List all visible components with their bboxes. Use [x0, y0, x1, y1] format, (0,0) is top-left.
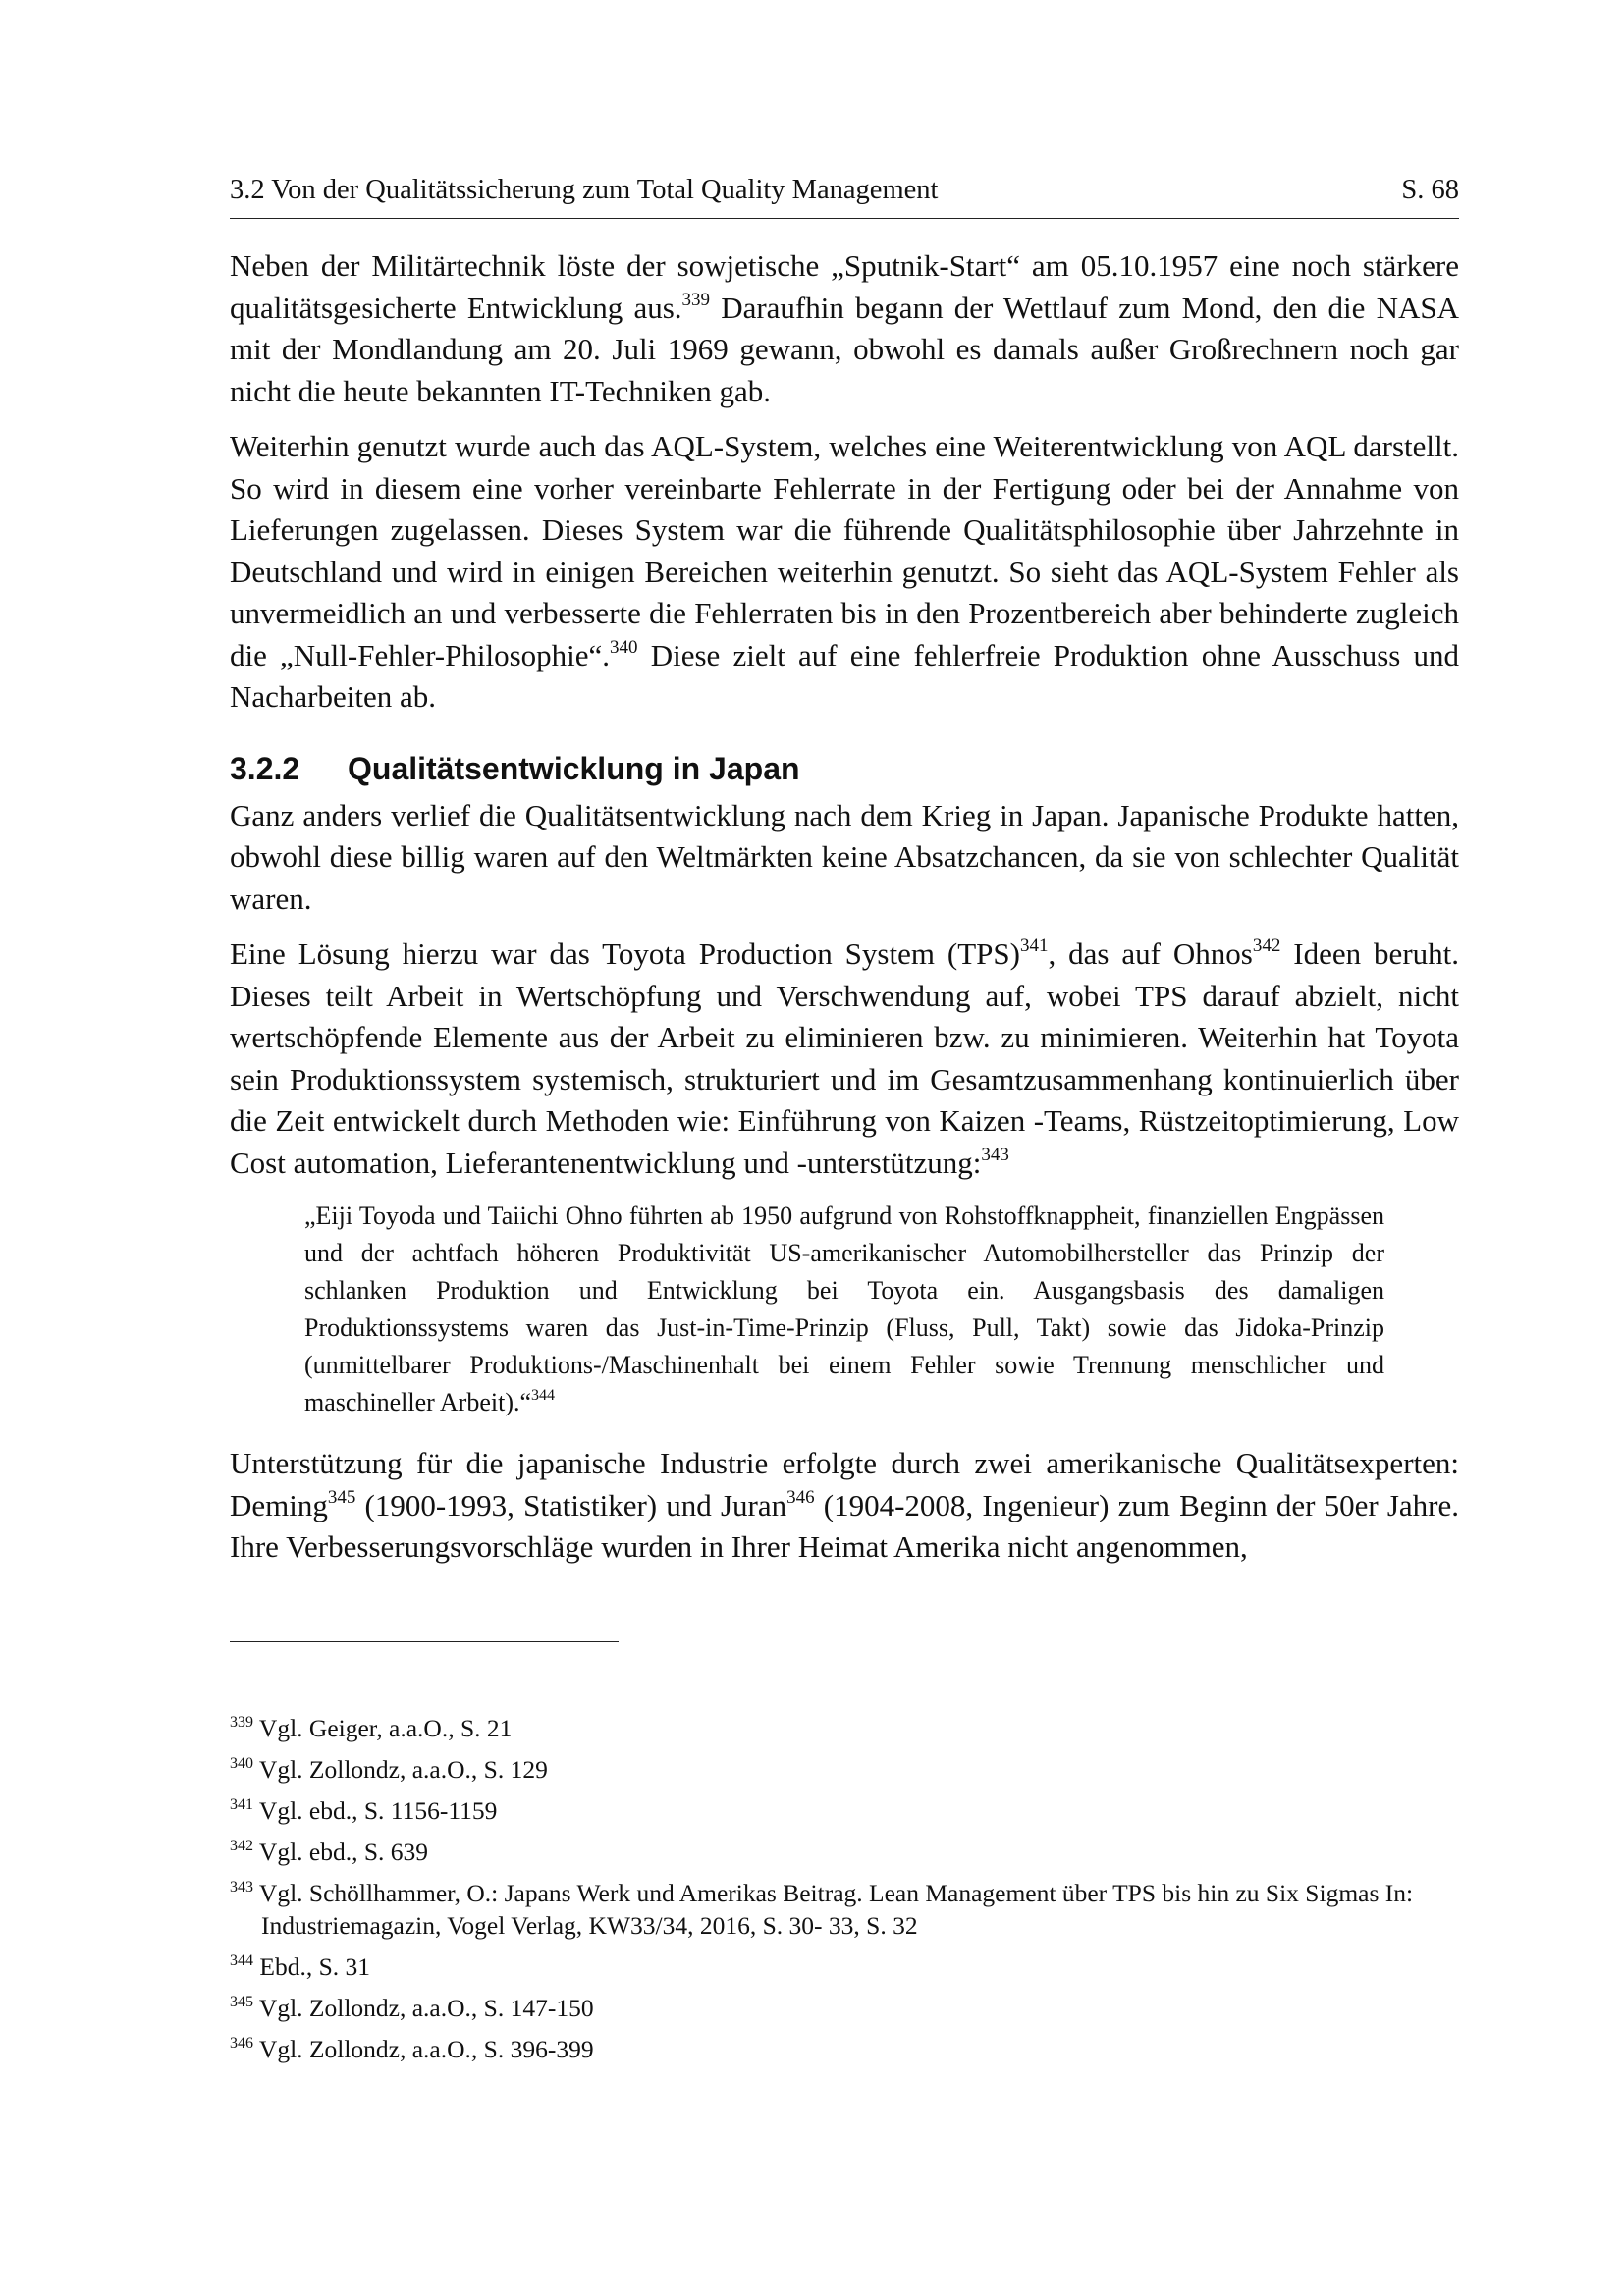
section-number: 3.2.2 — [230, 750, 300, 786]
footnote-text: Vgl. Schöllhammer, O.: Japans Werk und Amerikas Beitrag. Lean Management über TPS bis hin zu Six Sigmas In: Industriemagazin, Vogel Verlag, KW33/34, 2016, S. 30- 33, S. 32 — [258, 1879, 1414, 1940]
paragraph-sputnik — [230, 245, 1459, 412]
footnote-text: Ebd., S. 31 — [259, 1952, 371, 1981]
footnote-text: Vgl. Geiger, a.a.O., S. 21 — [258, 1714, 513, 1742]
footnote-text: Vgl. Zollondz, a.a.O., S. 129 — [258, 1755, 548, 1784]
paragraph-text: Neben der Militärtechnik löste der sowjetische „Sputnik-Start“ am 05.10.1957 eine noch stärkere qualitätsgesicherte Entwicklung aus. — [230, 248, 1459, 325]
footnote — [230, 1753, 1459, 1786]
footnote-number: 343 — [230, 1879, 253, 1896]
paragraph-text: Ideen beruht. Dieses teilt Arbeit in Wertschöpfung und Verschwendung auf, wobei TPS darauf abzielt, nicht wertschöpfende Elemente aus der Arbeit zu eliminieren bzw. zu minimieren. Weiterhin hat Toyota sein Produktionssystem systemisch, strukturiert und im Gesamtzusammenhang kontinuierlich über die Zeit entwickelt durch Methoden wie: Einführung von Kaizen -Teams, Rüstzeitoptimierung, Low Cost automation, Lieferantenentwicklung und -unterstützung: — [230, 936, 1459, 1180]
footnotes — [230, 1712, 1459, 2074]
footnote-separator — [230, 1641, 619, 1642]
quote-text: „Eiji Toyoda und Taiichi Ohno führten ab 1950 aufgrund von Rohstoffknappheit, finanziellen Engpässen und der achtfach höheren Produktivität US-amerikanischer Automobilhersteller das Prinzip der schlanken Produktion und Entwicklung bei Toyota ein. Ausgangsbasis des damaligen Produktionssystems waren das Just-in-Time-Prinzip (Fluss, Pull, Takt) sowie das Jidoka-Prinzip (unmittelbarer Produktions-/Maschinenhalt bei einem Fehler sowie Trennung menschlicher und maschineller Arbeit).“ — [304, 1201, 1384, 1416]
footnote-text: Vgl. ebd., S. 639 — [258, 1838, 429, 1866]
paragraph-text: (1904-2008, Ingenieur) zum Beginn der 50er Jahre. Ihre Verbesserungsvorschläge wurden in Ihrer Heimat Amerika nicht angenommen, — [230, 1487, 1459, 1564]
footnote — [230, 1836, 1459, 1868]
paragraph-japan-intro — [230, 795, 1459, 921]
footnote — [230, 1877, 1459, 1942]
section-heading — [230, 748, 1459, 789]
page-number: S. 68 — [1401, 175, 1459, 205]
running-section-title: 3.2 Von der Qualitätssicherung zum Total Quality Management — [230, 175, 939, 205]
paragraph-text: Weiterhin genutzt wurde auch das AQL-System, welches eine Weiterentwicklung von AQL darstellt. So wird in diesem eine vorher vereinbarte Fehlerrate in der Fertigung oder bei der Annahme von Lieferungen zugelassen. Dieses System war die führende Qualitätsphilosophie über Jahrzehnte in Deutschland und wird in einigen Bereichen weiterhin genutzt. So sieht das AQL-System Fehler als unvermeidlich an und verbesserte die Fehlerraten bis in den Prozentbereich aber behinderte zugleich die „Null-Fehler-Philosophie“. — [230, 429, 1459, 672]
paragraph-text: Diese zielt auf eine fehlerfreie Produktion ohne Ausschuss und Nacharbeiten ab. — [230, 637, 1459, 714]
footnote-ref-343[interactable]: 343 — [981, 1144, 1009, 1165]
paragraph-deming-juran — [230, 1443, 1459, 1569]
section-title: Qualitätsentwicklung in Japan — [348, 750, 800, 786]
block-quote — [304, 1198, 1384, 1421]
footnote-number: 340 — [230, 1755, 253, 1772]
footnote-number: 341 — [230, 1796, 253, 1813]
footnote-ref-339[interactable]: 339 — [681, 289, 711, 310]
footnote-text: Vgl. Zollondz, a.a.O., S. 147-150 — [258, 1994, 594, 2022]
paragraph-text: (1900-1993, Statistiker) und Juran — [355, 1487, 787, 1522]
footnote-ref-341[interactable]: 341 — [1019, 935, 1049, 956]
footnote-ref-346[interactable]: 346 — [786, 1486, 815, 1508]
footnote-number: 339 — [230, 1714, 253, 1731]
footnote-text: Vgl. Zollondz, a.a.O., S. 396-399 — [258, 2035, 594, 2063]
footnote — [230, 1992, 1459, 2024]
paragraph-aql — [230, 426, 1459, 719]
footnote-ref-345[interactable]: 345 — [327, 1486, 356, 1508]
paragraph-tps — [230, 934, 1459, 1184]
main-text — [230, 245, 1459, 1582]
paragraph-text: Ganz anders verlief die Qualitätsentwicklung nach dem Krieg in Japan. Japanische Produkte hatten, obwohl diese billig waren auf den Weltmärkten keine Absatzchancen, da sie von schlechter Qualität waren. — [230, 797, 1459, 916]
footnote-ref-340[interactable]: 340 — [610, 636, 638, 658]
paragraph-text: Daraufhin begann der Wettlauf zum Mond, den die NASA mit der Mondlandung am 20. Juli 1969 gewann, obwohl es damals außer Großrechnern noch gar nicht die heute bekannten IT-Techniken gab. — [230, 290, 1459, 408]
footnote-number: 345 — [230, 1994, 253, 2010]
footnote-number: 344 — [230, 1952, 253, 1969]
footnote — [230, 1794, 1459, 1827]
footnote-number: 342 — [230, 1838, 253, 1854]
paragraph-text: , das auf Ohnos — [1048, 936, 1253, 971]
footnote — [230, 1950, 1459, 1983]
footnote-ref-344[interactable]: 344 — [531, 1387, 556, 1404]
footnote — [230, 2033, 1459, 2065]
footnote-ref-342[interactable]: 342 — [1252, 935, 1281, 956]
page-header — [230, 175, 1459, 219]
paragraph-text: Unterstützung für die japanische Industrie erfolgte durch zwei amerikanische Qualitätsexperten: Deming — [230, 1446, 1459, 1522]
footnote — [230, 1712, 1459, 1744]
footnote-number: 346 — [230, 2035, 253, 2052]
footnote-text: Vgl. ebd., S. 1156-1159 — [258, 1796, 498, 1825]
paragraph-text: Eine Lösung hierzu war das Toyota Production System (TPS) — [230, 936, 1020, 971]
